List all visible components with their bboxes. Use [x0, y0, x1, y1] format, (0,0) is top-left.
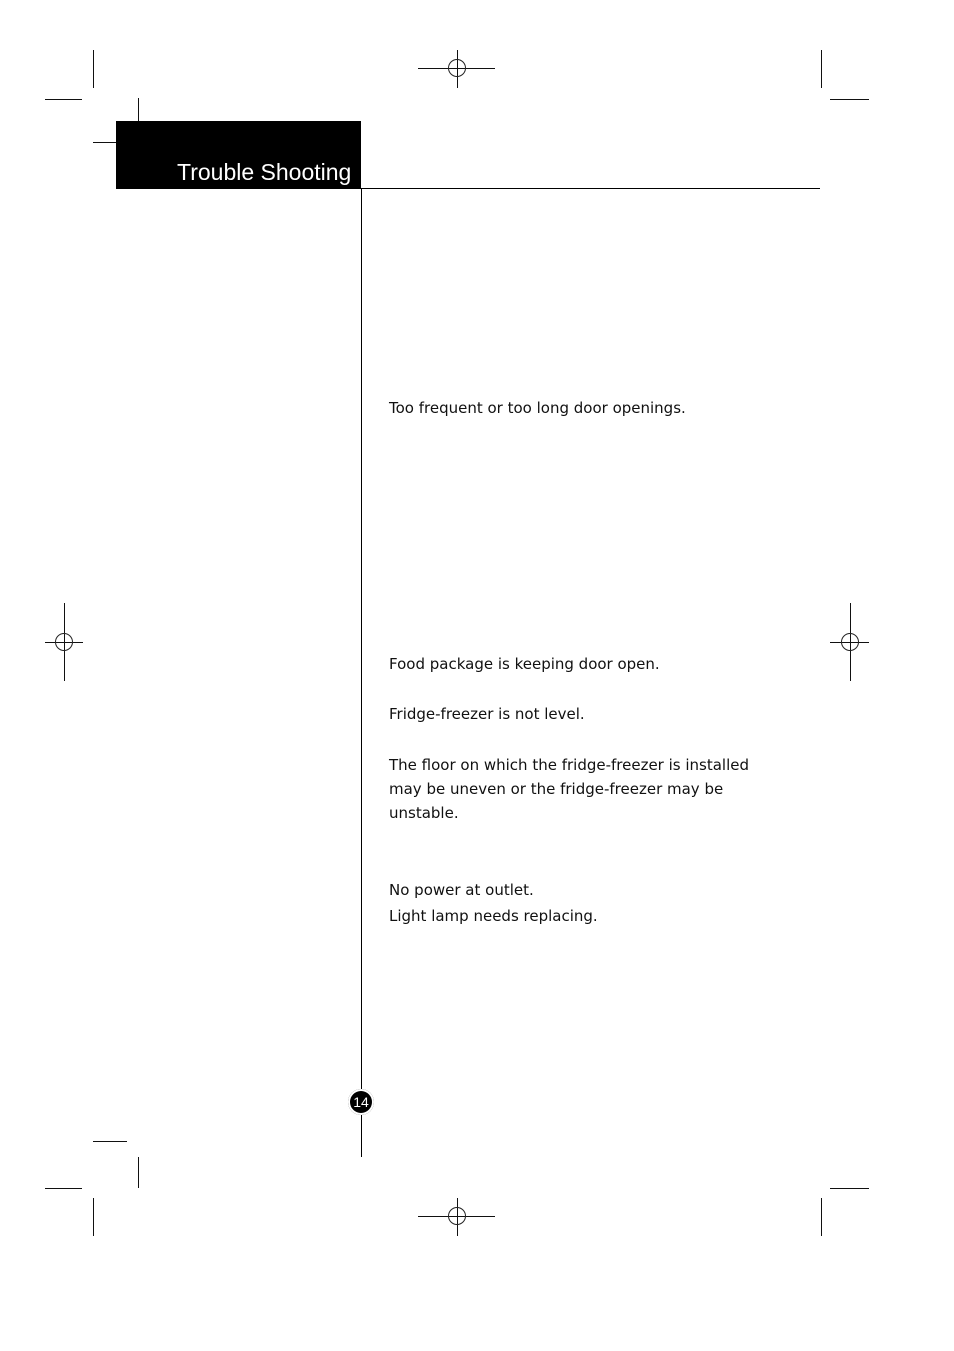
crop-mark — [138, 98, 139, 121]
section-header — [116, 121, 361, 188]
list-item: Light lamp needs replacing. — [389, 907, 598, 925]
registration-target-icon — [841, 633, 859, 651]
crop-mark — [821, 1198, 822, 1236]
crop-mark — [93, 142, 116, 143]
page-title: Trouble Shooting — [177, 159, 352, 185]
crop-mark — [138, 1157, 139, 1188]
page-number: 14 — [348, 1089, 374, 1115]
crop-mark — [93, 1141, 127, 1142]
list-item: The floor on which the fridge-freezer is installed may be uneven or the fridge-freezer may be unstable. — [389, 756, 750, 822]
crop-mark — [821, 50, 822, 88]
crop-mark — [45, 1188, 82, 1189]
registration-target-icon — [448, 1207, 466, 1225]
header-rule — [116, 188, 820, 189]
list-item: No power at outlet. — [389, 881, 534, 899]
crop-mark — [830, 99, 869, 100]
registration-target-icon — [55, 633, 73, 651]
crop-mark — [830, 1188, 869, 1189]
crop-mark — [93, 50, 94, 88]
crop-mark — [45, 99, 82, 100]
list-item: Fridge-freezer is not level. — [389, 705, 585, 723]
list-item: Too frequent or too long door openings. — [389, 399, 686, 417]
registration-target-icon — [448, 59, 466, 77]
column-divider — [361, 189, 362, 1157]
list-item: Food package is keeping door open. — [389, 655, 660, 673]
crop-mark — [93, 1198, 94, 1236]
